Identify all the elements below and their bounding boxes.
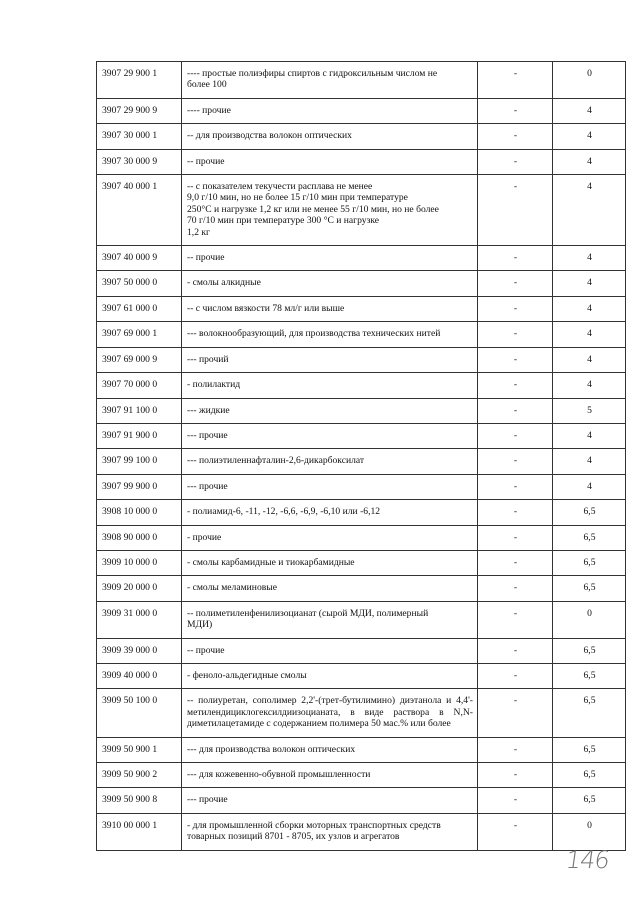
rate-cell: 4	[553, 423, 626, 448]
rate-cell: 4	[553, 175, 626, 246]
table-row	[97, 62, 626, 99]
rate-cell: 4	[553, 474, 626, 499]
column3-cell: -	[478, 271, 553, 296]
rate-cell: 4	[553, 322, 626, 347]
column3-cell: -	[478, 124, 553, 149]
tnved-code-cell: 3907 99 900 0	[97, 474, 182, 499]
tnved-code-cell: 3909 20 000 0	[97, 576, 182, 601]
column3-cell: -	[478, 576, 553, 601]
rate-cell: 6,5	[553, 763, 626, 788]
table-row	[97, 737, 626, 762]
column3-cell: -	[478, 175, 553, 246]
tnved-code-cell: 3909 50 100 0	[97, 689, 182, 737]
description-cell: -- полиуретан, сополимер 2,2'-(трет-бутилимино) диэтанола и 4,4'-метилендициклогексилдиизоцианата, в виде раствора в N,N-диметилацетамиде с содержанием полимера 50 мас.% или более	[182, 689, 478, 737]
table-row	[97, 423, 626, 448]
tnved-code-cell: 3909 39 000 0	[97, 638, 182, 663]
tnved-code-cell: 3909 31 000 0	[97, 601, 182, 638]
description-cell: -- для производства волокон оптических	[182, 124, 478, 149]
description-cell: - прочие	[182, 525, 478, 550]
column3-cell: -	[478, 737, 553, 762]
table-row	[97, 525, 626, 550]
rate-cell: 6,5	[553, 689, 626, 737]
rate-cell: 6,5	[553, 788, 626, 813]
handwritten-page-number: 146	[564, 846, 611, 874]
column3-cell: -	[478, 663, 553, 688]
rate-cell: 0	[553, 813, 626, 850]
rate-cell: 4	[553, 98, 626, 123]
description-cell: -- прочие	[182, 246, 478, 271]
column3-cell: -	[478, 98, 553, 123]
description-cell: --- прочие	[182, 474, 478, 499]
table-row	[97, 576, 626, 601]
table-row	[97, 149, 626, 174]
tnved-code-cell: 3907 40 000 1	[97, 175, 182, 246]
table-row	[97, 788, 626, 813]
rate-cell: 4	[553, 149, 626, 174]
tnved-code-cell: 3907 50 000 0	[97, 271, 182, 296]
column3-cell: -	[478, 788, 553, 813]
tnved-code-cell: 3907 29 900 9	[97, 98, 182, 123]
table-row	[97, 638, 626, 663]
tnved-code-cell: 3907 29 900 1	[97, 62, 182, 99]
tariff-table	[96, 61, 626, 851]
column3-cell: -	[478, 322, 553, 347]
column3-cell: -	[478, 347, 553, 372]
rate-cell: 4	[553, 373, 626, 398]
table-row	[97, 601, 626, 638]
tariff-table-body	[97, 62, 626, 851]
tnved-code-cell: 3907 30 000 1	[97, 124, 182, 149]
description-cell: - смолы карбамидные и тиокарбамидные	[182, 550, 478, 575]
rate-cell: 6,5	[553, 663, 626, 688]
column3-cell: -	[478, 474, 553, 499]
description-cell: -- полиметиленфенилизоцианат (сырой МДИ, полимерный МДИ)	[182, 601, 478, 638]
tnved-code-cell: 3908 90 000 0	[97, 525, 182, 550]
description-cell: --- волокнообразующий, для производства технических нитей	[182, 322, 478, 347]
table-row	[97, 175, 626, 246]
description-cell: -- с показателем текучести расплава не менее 9,0 г/10 мин, но не более 15 г/10 мин при температуре 250°С и нагрузке 1,2 кг или не менее 55 г/10 мин, но не более 70 г/10 мин при температуре 300 °С и нагрузке 1,2 кг	[182, 175, 478, 246]
tnved-code-cell: 3908 10 000 0	[97, 500, 182, 525]
tnved-code-cell: 3909 50 900 2	[97, 763, 182, 788]
column3-cell: -	[478, 601, 553, 638]
tnved-code-cell: 3907 91 100 0	[97, 398, 182, 423]
column3-cell: -	[478, 296, 553, 321]
column3-cell: -	[478, 246, 553, 271]
column3-cell: -	[478, 449, 553, 474]
rate-cell: 4	[553, 449, 626, 474]
description-cell: --- прочие	[182, 423, 478, 448]
column3-cell: -	[478, 638, 553, 663]
table-row	[97, 271, 626, 296]
description-cell: --- жидкие	[182, 398, 478, 423]
column3-cell: -	[478, 813, 553, 850]
description-cell: - феноло-альдегидные смолы	[182, 663, 478, 688]
table-row	[97, 550, 626, 575]
table-row	[97, 124, 626, 149]
rate-cell: 6,5	[553, 576, 626, 601]
rate-cell: 6,5	[553, 525, 626, 550]
description-cell: - смолы алкидные	[182, 271, 478, 296]
table-row	[97, 296, 626, 321]
description-cell: -- прочие	[182, 638, 478, 663]
column3-cell: -	[478, 62, 553, 99]
table-row	[97, 474, 626, 499]
table-row	[97, 689, 626, 737]
tnved-code-cell: 3907 69 000 1	[97, 322, 182, 347]
column3-cell: -	[478, 550, 553, 575]
rate-cell: 4	[553, 124, 626, 149]
rate-cell: 6,5	[553, 737, 626, 762]
rate-cell: 6,5	[553, 550, 626, 575]
table-row	[97, 347, 626, 372]
table-row	[97, 398, 626, 423]
tnved-code-cell: 3909 50 900 1	[97, 737, 182, 762]
tnved-code-cell: 3909 40 000 0	[97, 663, 182, 688]
rate-cell: 0	[553, 601, 626, 638]
table-row	[97, 763, 626, 788]
rate-cell: 4	[553, 246, 626, 271]
description-cell: - для промышленной сборки моторных транспортных средств товарных позиций 8701 - 8705, их узлов и агрегатов	[182, 813, 478, 850]
description-cell: --- полиэтиленнафталин-2,6-дикарбоксилат	[182, 449, 478, 474]
description-cell: --- для кожевенно-обувной промышленности	[182, 763, 478, 788]
description-cell: ---- прочие	[182, 98, 478, 123]
table-row	[97, 246, 626, 271]
rate-cell: 6,5	[553, 638, 626, 663]
tnved-code-cell: 3909 10 000 0	[97, 550, 182, 575]
column3-cell: -	[478, 373, 553, 398]
column3-cell: -	[478, 763, 553, 788]
description-cell: --- прочие	[182, 788, 478, 813]
rate-cell: 0	[553, 62, 626, 99]
column3-cell: -	[478, 398, 553, 423]
table-row	[97, 813, 626, 850]
tnved-code-cell: 3910 00 000 1	[97, 813, 182, 850]
table-row	[97, 373, 626, 398]
tnved-code-cell: 3907 61 000 0	[97, 296, 182, 321]
column3-cell: -	[478, 689, 553, 737]
description-cell: - полилактид	[182, 373, 478, 398]
tnved-code-cell: 3907 40 000 9	[97, 246, 182, 271]
table-row	[97, 98, 626, 123]
description-cell: --- прочий	[182, 347, 478, 372]
table-row	[97, 322, 626, 347]
description-cell: -- с числом вязкости 78 мл/г или выше	[182, 296, 478, 321]
table-row	[97, 500, 626, 525]
description-cell: ---- простые полиэфиры спиртов с гидроксильным числом не более 100	[182, 62, 478, 99]
table-row	[97, 663, 626, 688]
description-cell: - смолы меламиновые	[182, 576, 478, 601]
rate-cell: 5	[553, 398, 626, 423]
column3-cell: -	[478, 423, 553, 448]
tnved-code-cell: 3907 30 000 9	[97, 149, 182, 174]
tnved-code-cell: 3907 99 100 0	[97, 449, 182, 474]
description-cell: --- для производства волокон оптических	[182, 737, 478, 762]
rate-cell: 4	[553, 296, 626, 321]
tnved-code-cell: 3909 50 900 8	[97, 788, 182, 813]
description-cell: -- прочие	[182, 149, 478, 174]
rate-cell: 4	[553, 271, 626, 296]
tnved-code-cell: 3907 70 000 0	[97, 373, 182, 398]
rate-cell: 4	[553, 347, 626, 372]
table-row	[97, 449, 626, 474]
column3-cell: -	[478, 500, 553, 525]
tnved-code-cell: 3907 91 900 0	[97, 423, 182, 448]
tnved-code-cell: 3907 69 000 9	[97, 347, 182, 372]
column3-cell: -	[478, 525, 553, 550]
column3-cell: -	[478, 149, 553, 174]
description-cell: - полиамид-6, -11, -12, -6,6, -6,9, -6,10 или -6,12	[182, 500, 478, 525]
rate-cell: 6,5	[553, 500, 626, 525]
